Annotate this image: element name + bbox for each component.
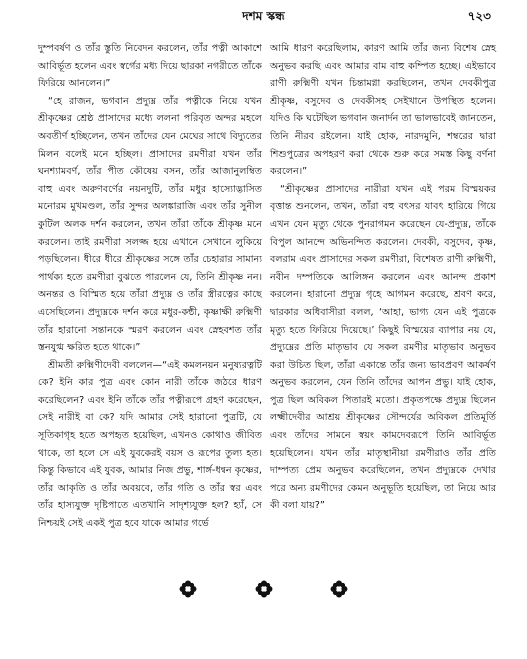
section-title: দশম স্কন্ধ (242, 9, 285, 23)
paragraph: দুম্পবর্ষণ ও তাঁর স্তুতি নিবেদন করলেন, তাঁর পত্নী আকাশে আবির্ভূত হলেন এবং স্বর্গের মধ্য দিয়ে ছারকা নগরীতে তাঁকে ফিরিয়ে আনলেন।” (38, 43, 262, 90)
paragraph: “হে রাজন, ভগবান প্রদ্যুম্ন তাঁর পত্নীকে নিয়ে যখন শ্রীকৃষ্ণের শ্রেষ্ঠ প্রাসাদের মধ্যে ললনা পরিবৃত অন্দর মহলে অবতীর্ণ হচ্ছিলেন, তখন তাঁদের যেন মেঘের সাথে বিদ্যুতের মিলন বলেই মনে হচ্ছিল। প্রাসাদের রমণীরা যখন তাঁর ঘনশ্যামবর্ণ, তাঁর পীত কৌষেয় বসন, তাঁর আজানুলম্বিত বাহু এবং অরুণবর্ণের নয়নদুটি, তাঁর মধুর হাস্যোদ্ভাসিত মনোরম মুখমণ্ডল, তাঁর সুন্দর অলঙ্কারাজি এবং তাঁর সুনীল কুটিল অলক দর্শন করলেন, তখন তাঁরা তাঁকে শ্রীকৃষ্ণ মনে করলেন। তাই রমণীরা সলজ্জ হয়ে এখানে সেখানে লুকিয়ে পড়ছিলেন। ধীরে ধীরে শ্রীকৃষ্ণের সঙ্গে তাঁর চেহারার সামান্য পার্থক্য হতে রমণীরা বুঝতে পারলেন যে, তিনি শ্রীকৃষ্ণ নন। অনন্তর ও বিস্মিত হয়ে তাঁরা প্রদ্যুম্ন ও তাঁর স্ত্রীরত্নের কাছে এসেছিলেন। প্রদ্যুম্নকে দর্শন করে মধুর-কন্ঠী, কৃষ্ণাক্ষী রুক্মিণী তাঁর হারানো সন্তানকে স্মরণ করলেন এবং স্নেহবশত তাঁর স্তনযুগ্ম ক্ষরিত হতে থাকে।” (38, 95, 262, 354)
flower-ornament-icon (179, 580, 197, 598)
flower-ornament-icon (255, 580, 273, 598)
left-column (38, 40, 262, 533)
paragraph: শ্রীমতী রুক্মিণীদেবী বললেন—“এই কমলনয়ন মনুষ্যরত্নটি কে? ইনি কার পুত্র এবং কোন নারী তাঁকে জঠরে ধারণ করেছিলেন? এবং ইনি তাঁকে তাঁর পত্নীরূপে গ্রহণ করেছেন, সেই নারীই বা কে? যদি আমার সেই হারানো পুত্রটি, যে সূতিকাগৃহ হতে অপহৃত হয়েছিল, এখনও কোথাও জীবিত থাকে, তা হলে সে এই যুবকেরই বয়স ও রূপের তুল্য হত। কিন্তু কিভাবে এই যুবক, আমার নিজ প্রভু, শার্ঙ্গ-ধন্বন কৃষ্ণের, তাঁর আকৃতি ও তাঁর অবয়বে, তাঁর গতি ও তাঁর স্বর এবং তাঁর হাস্যযুক্ত দৃষ্টিপাতে এতখানি সাদৃশ্যযুক্ত হল? হ্যাঁ, সে নিশ্চয়ই সেই একই পুত্র হবে যাকে আমার গর্ভে (38, 359, 262, 530)
right-column (270, 40, 496, 515)
page-header (0, 6, 527, 26)
page-number: ৭২৩ (467, 9, 491, 23)
paragraph: “শ্রীকৃষ্ণের প্রাসাদের নারীরা যখন এই পরম বিস্ময়কর বৃত্তান্ত শুনলেন, তখন, তাঁরা বহু বৎসর যাবৎ হারিয়ে গিয়ে এখন যেন মৃত্যু থেকে পুনরাগমন করেছেন যে-প্রদ্যুম্ন, তাঁকে বিপুল আনন্দে অভিনন্দিত করলেন। দেবকী, বসুদেব, কৃষ্ণ, বলরাম এবং প্রাসাদের সকল রমণীরা, বিশেষত রাণী রুক্মিণী, নবীন দম্পতিকে আলিঙ্গন করলেন এবং আনন্দ প্রকাশ করলেন। হারানো প্রদ্যুম্ন গৃহে আগমন করেছে, শ্রবণ করে, দ্বারকার অধিবাসীরা বলল, ‘আহা, ভাগ্য যেন এই পুত্রকে মৃত্যু হতে ফিরিয়ে দিয়েছে।’ কিছুই বিস্ময়ের ব্যাপার নয় যে, প্রদ্যুম্নের প্রতি মাতৃভাব যে সকল রমণীর মাতৃভাব অনুভব করা উচিত ছিল, তাঁরা একান্তে তাঁর জন্য ভাবপ্রবণ আকর্ষণ অনুভব করলেন, যেন তিনি তাঁদের আপন প্রভু। যাই হোক, পুত্র ছিল অবিকল পিতারই মতো। প্রকৃতপক্ষে প্রদ্যুম্ন ছিলেন লক্ষ্মীদেবীর আশ্রয় শ্রীকৃষ্ণের সৌন্দর্যের অবিকল প্রতিমূর্তি এবং তাঁদের সামনে স্বয়ং কামদেবরূপে তিনি আবির্ভূত হয়েছিলেন। যখন তাঁর মাতৃস্থানীয়া রমণীরাও তাঁর প্রতি দাম্পত্য প্রেম অনুভব করেছিলেন, তখন প্রদ্যুম্নকে দেখার পরে অন্য রমণীদের কেমন অনুভূতি হয়েছিল, তা নিয়ে আর কী বলা যায়?” (270, 183, 496, 512)
flower-ornament-icon (330, 580, 348, 598)
footer-ornaments (0, 580, 527, 602)
paragraph: আমি ধারণ করেছিলাম, কারণ আমি তাঁর জন্য বিশেষ স্নেহ অনুভব করছি এবং আমার বাম বাহু কম্পিত হচ্ছে। এইভাবে রাণী রুক্মিণী যখন চিন্তামগ্না করছিলেন, তখন দেবকীপুত্র শ্রীকৃষ্ণ, বসুদেব ও দেবকীসহ সেইখানে উপস্থিত হলেন। যদিও কি ঘটেছিল ভগবান জনার্দন তা ভালভাবেই জানতেন, তিনি নীরব রইলেন। যাই হোক, নারদমুনি, শম্বরের দ্বারা শিশুপুত্রের অপহরণ করা থেকে শুরু করে সমস্ত কিছু বর্ণনা করলেন।” (270, 43, 496, 178)
